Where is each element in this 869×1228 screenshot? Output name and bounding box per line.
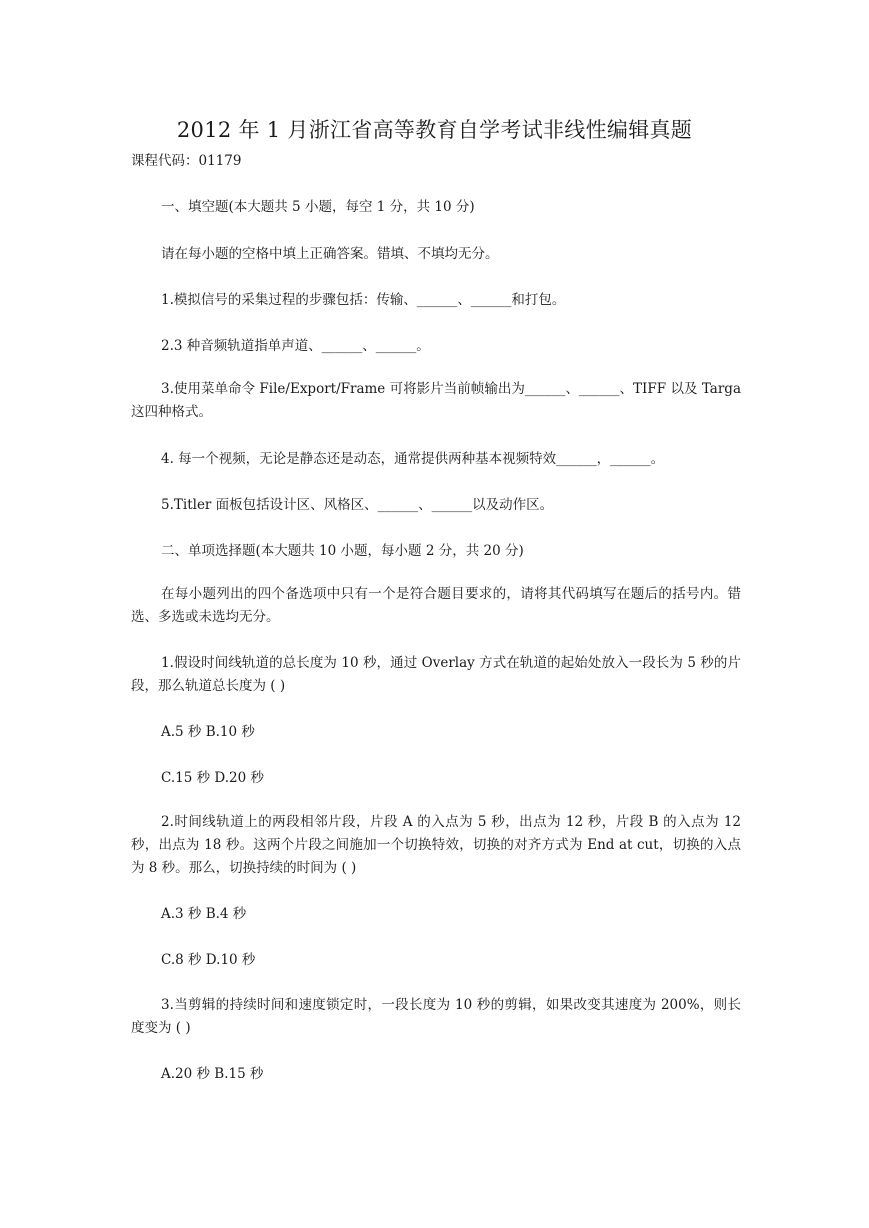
fill-question-2: 2.3 种音频轨道指单声道、______、______。 xyxy=(161,338,430,354)
choice-question-3-options-ab: A.20 秒 B.15 秒 xyxy=(161,1066,264,1082)
section2-instruction: 在每小题列出的四个备选项中只有一个是符合题目要求的，请将其代码填写在题后的括号内。错选、多选或未选均无分。 xyxy=(131,586,741,625)
section1-heading: 一、填空题(本大题共 5 小题，每空 1 分，共 10 分) xyxy=(161,199,475,215)
section1-instruction: 请在每小题的空格中填上正确答案。错填、不填均无分。 xyxy=(161,246,499,262)
course-code: 课程代码：01179 xyxy=(131,153,242,169)
choice-question-1-options-ab: A.5 秒 B.10 秒 xyxy=(161,724,255,740)
choice-question-2-options-ab: A.3 秒 B.4 秒 xyxy=(161,906,247,922)
fill-question-3: 3.使用菜单命令 File/Export/Frame 可将影片当前帧输出为______、______、TIFF 以及 Targa 这四种格式。 xyxy=(131,381,741,420)
fill-question-5: 5.Titler 面板包括设计区、风格区、______、______以及动作区。 xyxy=(161,497,554,513)
choice-question-2: 2.时间线轨道上的两段相邻片段，片段 A 的入点为 5 秒，出点为 12 秒，片段 B 的入点为 12 秒，出点为 18 秒。这两个片段之间施加一个切换特效，切换的对齐方式为 End at cut，切换的入点为 8 秒。那么，切换持续的时间为 ( ) xyxy=(131,814,741,876)
choice-question-3: 3.当剪辑的持续时间和速度锁定时，一段长度为 10 秒的剪辑，如果改变其速度为 200%，则长度变为 ( ) xyxy=(131,997,741,1036)
choice-question-1: 1.假设时间线轨道的总长度为 10 秒，通过 Overlay 方式在轨道的起始处放入一段长为 5 秒的片段，那么轨道总长度为 ( ) xyxy=(131,655,741,694)
fill-question-1: 1.模拟信号的采集过程的步骤包括：传输、______、______和打包。 xyxy=(161,292,566,308)
choice-question-2-options-cd: C.8 秒 D.10 秒 xyxy=(161,952,256,968)
fill-question-4: 4. 每一个视频，无论是静态还是动态，通常提供两种基本视频特效______，______。 xyxy=(161,451,665,467)
document-title: 2012 年 1 月浙江省高等教育自学考试非线性编辑真题 xyxy=(176,118,693,142)
section2-heading: 二、单项选择题(本大题共 10 小题，每小题 2 分，共 20 分) xyxy=(161,543,524,559)
choice-question-1-options-cd: C.15 秒 D.20 秒 xyxy=(161,770,265,786)
